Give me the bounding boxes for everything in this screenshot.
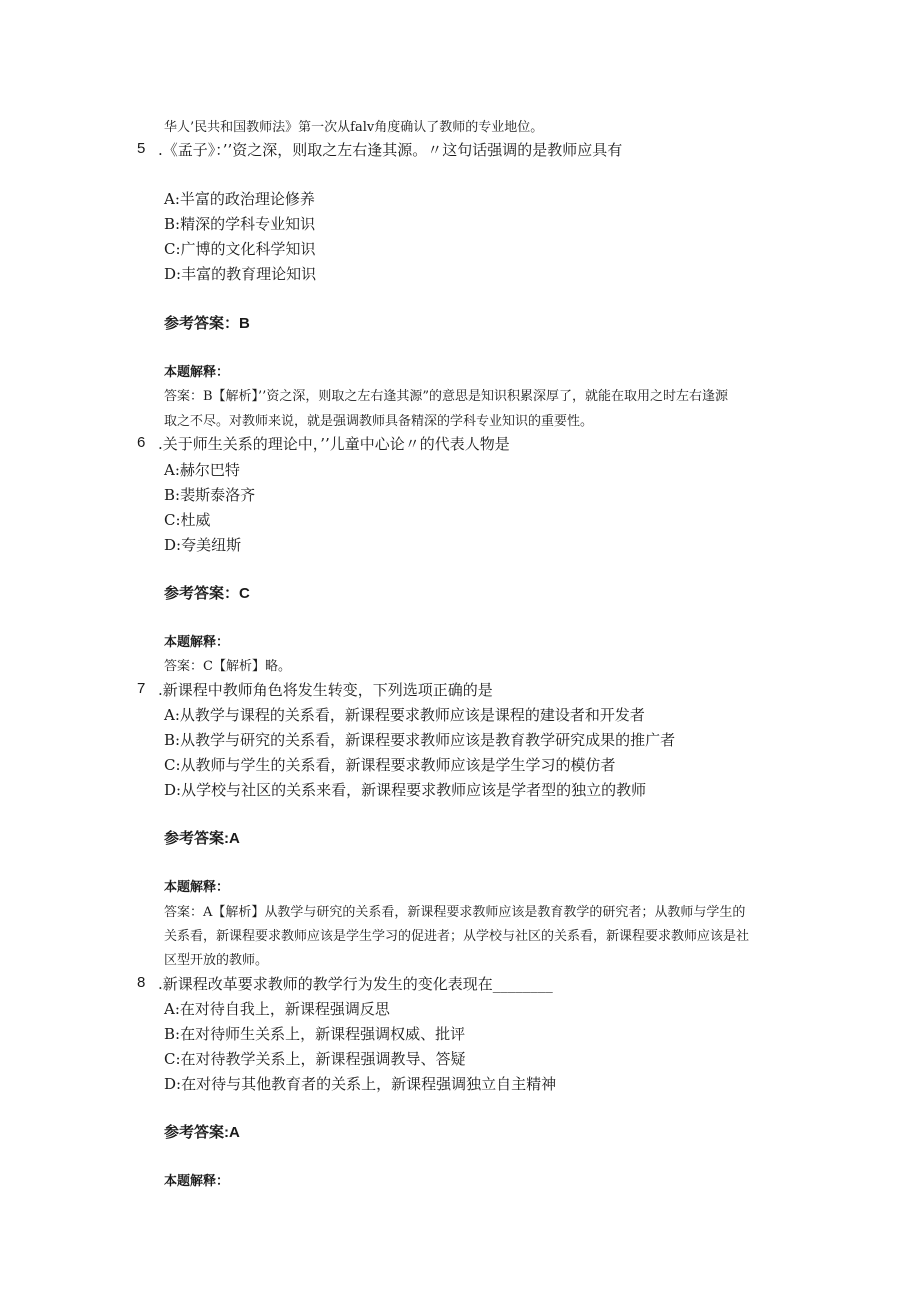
option-a: A:在对待自我上，新课程强调反思: [164, 1000, 390, 1018]
reference-answer: 参考答案：C: [164, 585, 250, 602]
question-number: 6: [137, 434, 146, 451]
reference-answer: 参考答案:A: [164, 1124, 240, 1141]
explanation-line: 取之不尽。对教师来说，就是强调教师具备精深的学科专业知识的重要性。: [164, 414, 594, 429]
option-d: D:在对待与其他教育者的关系上，新课程强调独立自主精神: [164, 1075, 557, 1093]
reference-answer: 参考答案:A: [164, 830, 240, 847]
question-stem: .关于师生关系的理论中，’’儿童中心论〃的代表人物是: [158, 435, 510, 453]
explanation-title: 本题解释：: [164, 634, 230, 649]
option-c: C:杜威: [164, 511, 211, 529]
option-d: D:夸美纽斯: [164, 536, 242, 554]
option-b: B:在对待师生关系上，新课程强调权威、批评: [164, 1025, 466, 1043]
explanation-line: 答案：C【解析】略。: [164, 659, 291, 674]
question-number: 5: [137, 140, 146, 157]
option-c: C:广博的文化科学知识: [164, 240, 316, 258]
question-number: 8: [137, 974, 146, 991]
explanation-line: 关系看，新课程要求教师应该是学生学习的促进者；从学校与社区的关系看，新课程要求教师应该是社: [164, 929, 750, 944]
explanation-line: 区型开放的教师。: [164, 953, 269, 968]
option-c: C:从教师与学生的关系看，新课程要求教师应该是学生学习的模仿者: [164, 756, 616, 774]
option-c: C:在对待教学关系上，新课程强调教导、答疑: [164, 1050, 466, 1068]
question-stem: .《孟子》：’’资之深，则取之左右逢其源。〃这句话强调的是教师应具有: [158, 141, 623, 159]
explanation-line: 答案：B【解析】’’资之深，则取之左右逢其源”的意思是知识积累深厚了，就能在取用之时左右逢源: [164, 389, 728, 404]
explanation-line: 答案：A【解析】从教学与研究的关系看，新课程要求教师应该是教育教学的研究者；从教师与学生的: [164, 905, 746, 920]
question-number: 7: [137, 680, 146, 697]
explanation-title: 本题解释：: [164, 1173, 230, 1188]
option-b: B:裴斯泰洛齐: [164, 486, 256, 504]
reference-answer: 参考答案：B: [164, 315, 250, 332]
option-a: A:从教学与课程的关系看，新课程要求教师应该是课程的建设者和开发者: [164, 706, 645, 724]
option-a: A:赫尔巴特: [164, 461, 240, 479]
question-stem: .新课程改革要求教师的教学行为发生的变化表现在________: [158, 975, 553, 993]
explanation-title: 本题解释：: [164, 879, 230, 894]
intro-line: 华人’民共和国教师法》第一次从falv角度确认了教师的专业地位。: [164, 120, 544, 135]
option-b: B:精深的学科专业知识: [164, 215, 316, 233]
option-d: D:从学校与社区的关系来看，新课程要求教师应该是学者型的独立的教师: [164, 781, 647, 799]
explanation-title: 本题解释：: [164, 364, 230, 379]
question-stem: .新课程中教师角色将发生转变，下列选项正确的是: [158, 681, 493, 699]
option-a: A:半富的政治理论修养: [164, 190, 315, 208]
option-b: B:从教学与研究的关系看，新课程要求教师应该是教育教学研究成果的推广者: [164, 731, 676, 749]
option-d: D:丰富的教育理论知识: [164, 265, 317, 283]
